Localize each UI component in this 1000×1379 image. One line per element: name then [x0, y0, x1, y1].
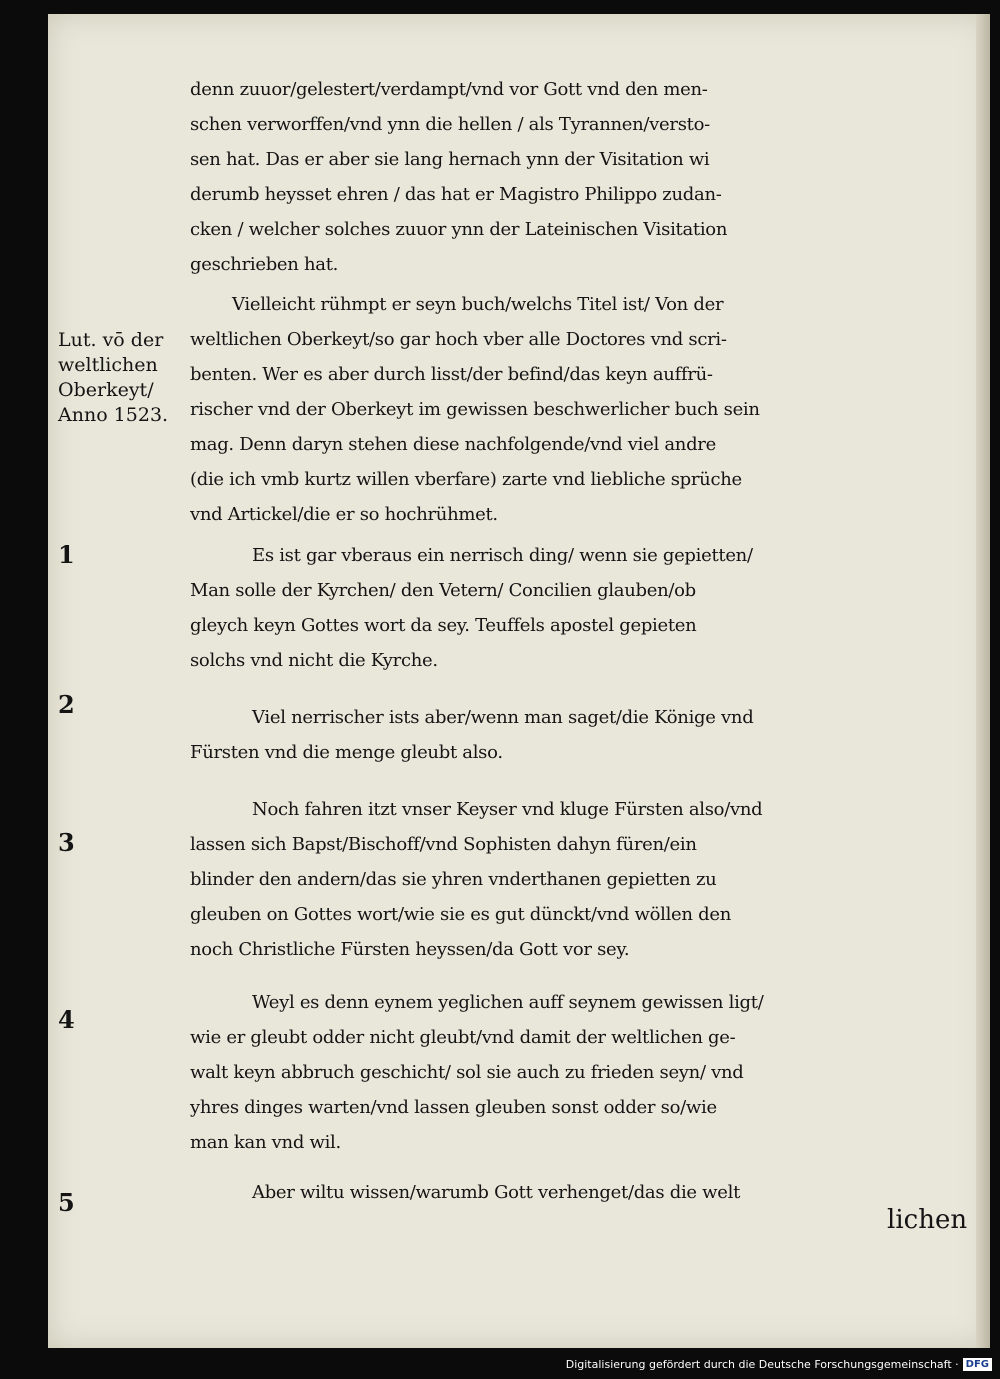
- text-line: blinder den andern/das sie yhren vnderthanen gepietten zu: [190, 869, 717, 890]
- text-line: geschrieben hat.: [190, 254, 339, 275]
- funding-text: Digitalisierung gefördert durch die Deutsche Forschungsgemeinschaft ·: [565, 1358, 959, 1371]
- text-line: walt keyn abbruch geschicht/ sol sie auch zu frieden seyn/ vnd: [190, 1062, 744, 1083]
- text-line: derumb heysset ehren / das hat er Magistro Philippo zudan-: [190, 184, 722, 205]
- text-line: denn zuuor/gelestert/verdampt/vnd vor Gott vnd den men-: [190, 79, 708, 100]
- margin-note-line: Lut. vō der: [58, 329, 164, 351]
- text-line: rischer vnd der Oberkeyt im gewissen beschwerlicher buch sein: [190, 399, 760, 420]
- text-line: Man solle der Kyrchen/ den Vetern/ Concilien glauben/ob: [190, 580, 696, 601]
- text-line: Aber wiltu wissen/warumb Gott verhenget/das die welt: [252, 1182, 741, 1203]
- paragraph-6: [190, 985, 960, 1160]
- margin-note-line: Anno 1523.: [58, 404, 169, 426]
- text-line: mag. Denn daryn stehen diese nachfolgende/vnd viel andre: [190, 434, 716, 455]
- paragraph-1: [190, 72, 960, 282]
- paragraph-5: [190, 792, 960, 967]
- text-line: gleuben on Gottes wort/wie sie es gut dünckt/vnd wöllen den: [190, 904, 731, 925]
- margin-note-line: Oberkeyt/: [58, 379, 154, 401]
- paragraph-2: [190, 287, 960, 532]
- margin-number: 5: [58, 1188, 75, 1217]
- margin-number: 2: [58, 690, 75, 719]
- text-line: Viel nerrischer ists aber/wenn man saget/die Könige vnd: [252, 707, 754, 728]
- text-line: cken / welcher solches zuuor ynn der Lateinischen Visitation: [190, 219, 728, 240]
- margin-number: 1: [58, 540, 75, 569]
- margin-note-line: weltlichen: [58, 354, 158, 376]
- text-line: man kan vnd wil.: [190, 1132, 341, 1153]
- text-line: weltlichen Oberkeyt/so gar hoch vber alle Doctores vnd scri-: [190, 329, 727, 350]
- text-line: yhres dinges warten/vnd lassen gleuben sonst odder so/wie: [190, 1097, 717, 1118]
- text-line: gleych keyn Gottes wort da sey. Teuffels apostel gepieten: [190, 615, 697, 636]
- text-line: vnd Artickel/die er so hochrühmet.: [190, 504, 498, 525]
- text-line: lassen sich Bapst/Bischoff/vnd Sophisten dahyn füren/ein: [190, 834, 697, 855]
- funding-footer: [566, 1358, 992, 1371]
- text-line: Vielleicht rühmpt er seyn buch/welchs Titel ist/ Von der: [232, 294, 724, 315]
- text-line: benten. Wer es aber durch lisst/der befind/das keyn auffrü-: [190, 364, 713, 385]
- text-line: Noch fahren itzt vnser Keyser vnd kluge Fürsten also/vnd: [252, 799, 763, 820]
- text-line: Fürsten vnd die menge gleubt also.: [190, 742, 503, 763]
- text-line: Es ist gar vberaus ein nerrisch ding/ wenn sie gepietten/: [252, 545, 753, 566]
- text-line: Weyl es denn eynem yeglichen auff seynem gewissen ligt/: [252, 992, 764, 1013]
- margin-number: 4: [58, 1005, 75, 1034]
- text-line: sen hat. Das er aber sie lang hernach ynn der Visitation wi: [190, 149, 710, 170]
- margin-note: [58, 328, 188, 428]
- paragraph-7: [190, 1175, 960, 1210]
- paragraph-3: [190, 538, 960, 678]
- text-line: noch Christliche Fürsten heyssen/da Gott vor sey.: [190, 939, 630, 960]
- text-line: wie er gleubt odder nicht gleubt/vnd damit der weltlichen ge-: [190, 1027, 736, 1048]
- catchword: lichen: [887, 1205, 968, 1235]
- text-line: solchs vnd nicht die Kyrche.: [190, 650, 438, 671]
- text-line: schen verworffen/vnd ynn die hellen / als Tyrannen/versto-: [190, 114, 710, 135]
- margin-number: 3: [58, 828, 75, 857]
- dfg-logo: DFG: [963, 1358, 992, 1371]
- page-edge: [976, 14, 990, 1348]
- text-line: (die ich vmb kurtz willen vberfare) zarte vnd liebliche sprüche: [190, 469, 742, 490]
- paragraph-4: [190, 700, 960, 770]
